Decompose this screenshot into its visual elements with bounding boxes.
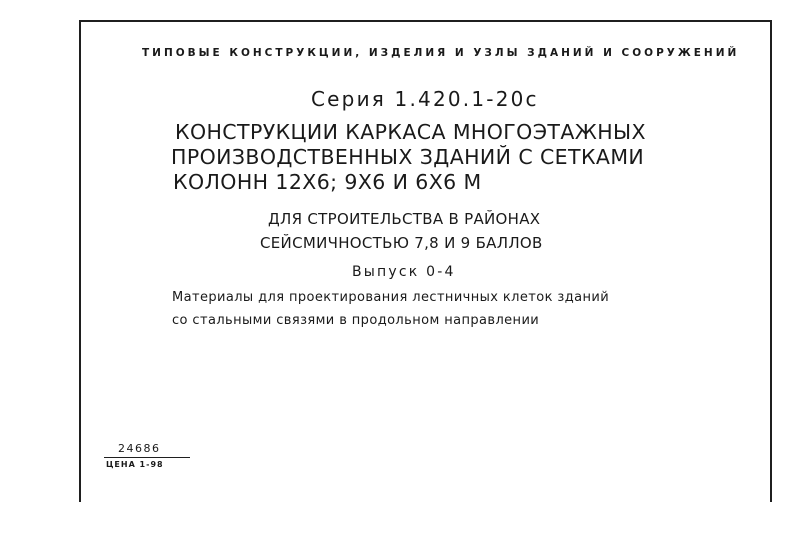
description-line-2: со стальными связями в продольном направлении — [172, 313, 540, 328]
document-title-line-3: КОЛОНН 12Х6; 9Х6 И 6Х6 М — [173, 170, 482, 194]
description-line-1: Материалы для проектирования лестничных клеток зданий — [172, 290, 610, 305]
stamp-divider — [104, 457, 190, 458]
publication-category-header: ТИПОВЫЕ КОНСТРУКЦИИ, ИЗДЕЛИЯ И УЗЛЫ ЗДАНИЙ И СООРУЖЕНИЙ — [142, 47, 740, 59]
series-number: Серия 1.420.1-20с — [311, 87, 539, 111]
price-label: ЦЕНА 1-98 — [106, 460, 164, 469]
catalog-number: 24686 — [118, 442, 161, 455]
issue-number: Выпуск 0-4 — [352, 264, 456, 280]
subtitle-line-1: ДЛЯ СТРОИТЕЛЬСТВА В РАЙОНАХ — [268, 210, 541, 228]
subtitle-line-2: СЕЙСМИЧНОСТЬЮ 7,8 И 9 БАЛЛОВ — [260, 234, 543, 252]
document-title-line-1: КОНСТРУКЦИИ КАРКАСА МНОГОЭТАЖНЫХ — [175, 120, 646, 144]
document-title-line-2: ПРОИЗВОДСТВЕННЫХ ЗДАНИЙ С СЕТКАМИ — [171, 145, 645, 169]
catalog-stamp — [104, 443, 194, 469]
